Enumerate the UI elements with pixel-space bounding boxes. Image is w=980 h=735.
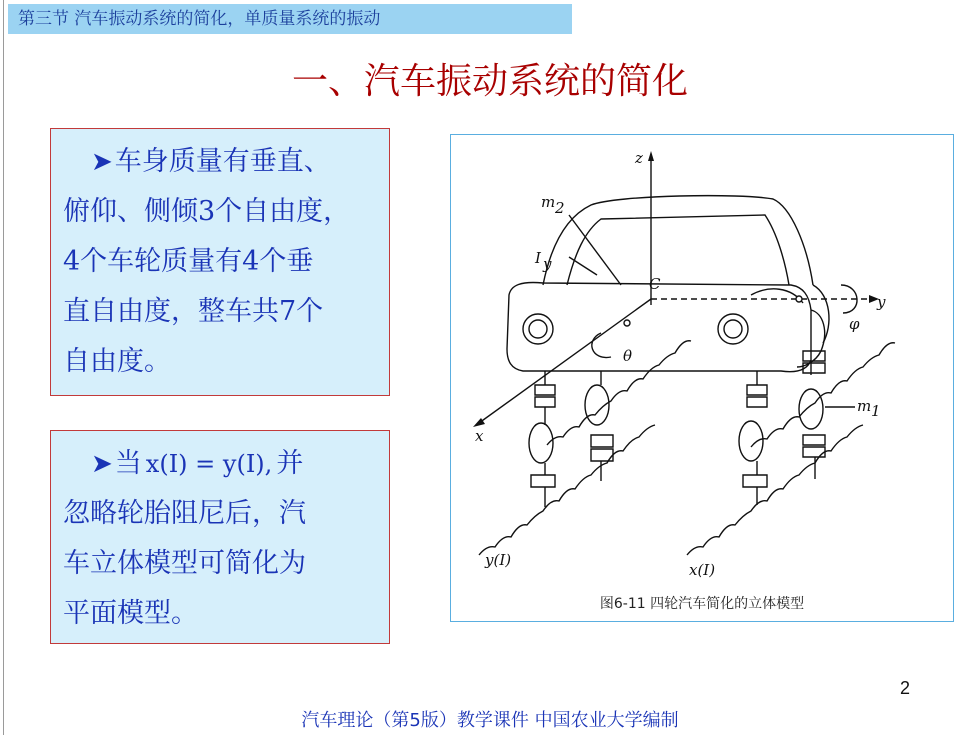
wheel-right-rear — [799, 389, 823, 429]
road-profile-right-rear — [751, 343, 895, 447]
section-tag: 第三节 汽车振动系统的简化，单质量系统的振动 — [8, 4, 572, 34]
footer-credit: 汽车理论（第5版）教学课件 中国农业大学编制 — [301, 710, 679, 731]
label-iy: I — [535, 249, 541, 267]
label-m1-sub: 1 — [871, 402, 881, 420]
label-theta: θ — [623, 347, 633, 365]
road-profile-left-rear — [547, 341, 691, 445]
label-phi: φ — [849, 315, 860, 333]
label-m2: m — [541, 193, 556, 211]
text-line-1 — [63, 439, 379, 489]
headlight-left — [523, 314, 553, 344]
damper-right-rear — [803, 351, 825, 373]
road-profile-right — [687, 425, 863, 555]
text-body: 俯仰、侧倾3个自由度， 4个车轮质量有4个垂 直自由度，整车共7个 自由度。 — [63, 196, 351, 377]
arrow-bullet-icon: ➤ — [91, 147, 113, 177]
left-border-line — [3, 0, 4, 735]
text-after: 并 — [276, 448, 304, 479]
z-axis-arrow — [648, 151, 654, 161]
headlight-right — [718, 314, 748, 344]
text-box-dof — [50, 128, 390, 396]
label-x: x — [475, 427, 484, 445]
page-number: 2 — [900, 678, 911, 698]
car-side — [813, 285, 829, 343]
damper-right-front — [747, 385, 767, 407]
text-first-line: 车身质量有垂直、 — [114, 146, 331, 177]
label-m1: m — [857, 397, 872, 415]
text-lead: 当 — [114, 448, 142, 479]
text-line-1 — [63, 137, 379, 187]
fender — [751, 289, 803, 303]
label-c: C — [649, 275, 661, 293]
figure-caption: 图6-11 四轮汽车简化的立体模型 — [599, 596, 805, 612]
arrow-bullet-icon: ➤ — [91, 449, 113, 479]
wheel-right-front — [739, 421, 763, 461]
label-m2-sub: 2 — [555, 199, 565, 217]
label-iy-sub: y — [543, 255, 552, 273]
tire-spring-left-front — [531, 475, 555, 487]
damper-left-rear — [591, 435, 613, 461]
damper-left-front — [535, 385, 555, 407]
vehicle-diagram — [451, 135, 955, 623]
label-y: y — [877, 293, 886, 311]
theta-rotation-arc — [592, 333, 611, 358]
windshield — [567, 215, 789, 285]
slide-title: 一、汽车振动系统的简化 — [291, 61, 688, 102]
equation-x-equals-y: x(I) = y(I), — [145, 450, 273, 478]
label-road-x: x(I) — [689, 561, 716, 579]
road-profile-left — [479, 425, 655, 555]
tire-spring-right-front — [743, 475, 767, 487]
figure-four-wheel-model — [450, 134, 954, 622]
text-box-simplification — [50, 430, 390, 644]
text-body: 忽略轮胎阻尼后，汽 车立体模型可简化为 平面模型。 — [63, 498, 306, 629]
label-road-y: y(I) — [485, 551, 512, 569]
label-z: z — [635, 149, 643, 167]
